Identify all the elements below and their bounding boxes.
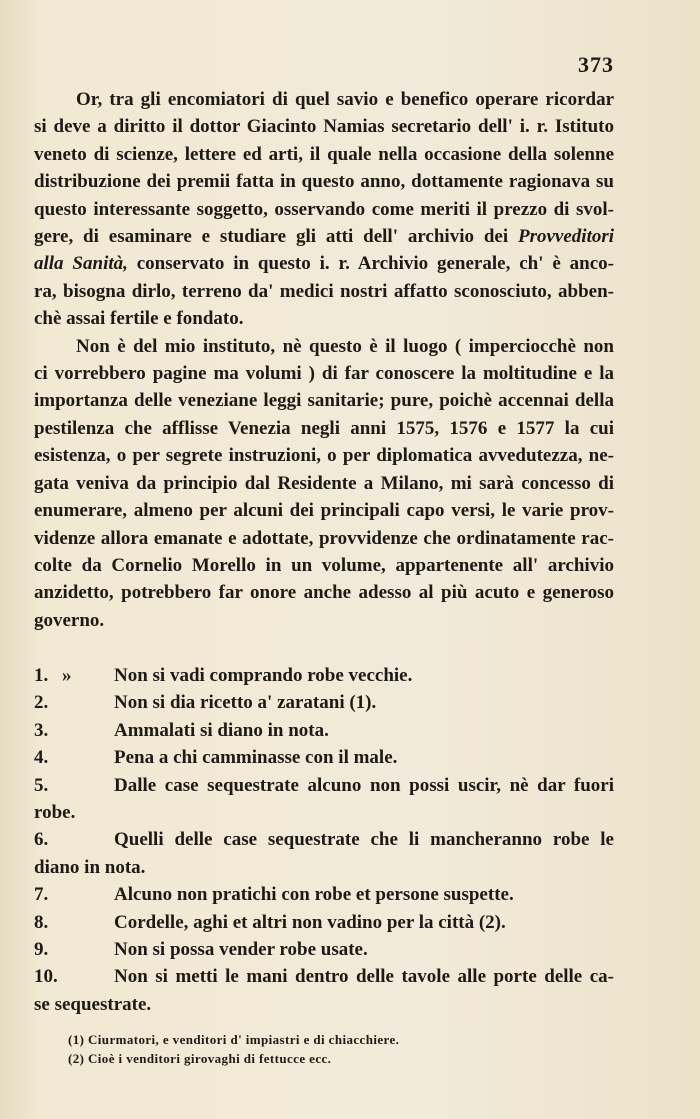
- list-item-continuation: diano in nota.: [34, 856, 146, 878]
- list-item-line: [34, 689, 614, 716]
- list-item: [34, 963, 614, 1018]
- text-line: anzidetto, potrebbero far onore anche adesso al più acuto e generoso: [34, 582, 614, 604]
- footnotes: [68, 1030, 628, 1068]
- list-item-line: [34, 936, 614, 963]
- text-line: colte da Cornelio Morello in un volume, appartenente all' archivio: [34, 554, 614, 576]
- text-line: ci vorrebbero pagine ma volumi ) di far conoscere la moltitudine e la: [34, 363, 614, 385]
- text-line: videnze allora emanate e adottate, provvidenze che ordinatamente rac-: [34, 527, 614, 549]
- list-item-line: [34, 881, 614, 908]
- text-line: si deve a diritto il dottor Giacinto Namias secretario dell' i. r. Istituto: [34, 116, 614, 138]
- ordinance-list: [34, 662, 614, 1018]
- list-items: [34, 662, 614, 1018]
- paragraph-1: [34, 86, 614, 333]
- list-item-number: 1.: [34, 665, 49, 686]
- text-line: esistenza, o per segrete instruzioni, o per diplomatica avvedutezza, ne-: [34, 445, 614, 467]
- text-line: [34, 250, 614, 277]
- list-item-continuation: se sequestrate.: [34, 993, 152, 1015]
- list-item-text: Non si dia ricetto a' zaratani (1).: [114, 692, 377, 714]
- list-item: [34, 744, 614, 771]
- list-item-number: 5.: [34, 774, 49, 796]
- list-item: [34, 936, 614, 963]
- text-line: distribuzione dei premii fatta in questo anno, dottamente ragionava su: [34, 171, 614, 193]
- body-text: [34, 86, 614, 634]
- list-item-number: 6.: [34, 829, 49, 851]
- paragraph-2: [34, 333, 614, 634]
- list-item-text: Cordelle, aghi et altri non vadino per la città (2).: [114, 911, 506, 933]
- list-item-text: Dalle case sequestrate alcuno non possi uscir, nè dar fuori: [114, 774, 614, 796]
- text-fragment: gere, di esaminare e studiare gli atti dell' archivio dei: [34, 226, 509, 248]
- list-item-number: 3.: [34, 719, 49, 741]
- page-number: 373: [578, 52, 614, 77]
- list-item-number: 2.: [34, 692, 49, 714]
- text-line: importanza delle veneziane leggi sanitarie; pure, poichè accennai della: [34, 390, 614, 412]
- list-item-number: 9.: [34, 939, 49, 961]
- list-item-text: Non si possa vender robe usate.: [114, 939, 368, 961]
- italic-term: Provveditori: [517, 226, 615, 248]
- text-line: [34, 223, 614, 250]
- text-line: pestilenza che afflisse Venezia negli anni 1575, 1576 e 1577 la cui: [34, 417, 614, 439]
- list-item: [34, 717, 614, 744]
- list-item: [34, 689, 614, 716]
- list-item-text: Ammalati si diano in nota.: [114, 719, 329, 741]
- quote-mark: »: [62, 665, 72, 686]
- list-item-line: [34, 717, 614, 744]
- list-item-line: [34, 963, 614, 990]
- list-item-line: [34, 744, 614, 771]
- list-item-line: [34, 826, 614, 853]
- italic-term: alla Sanità,: [34, 253, 128, 275]
- text-line: questo interessante soggetto, osservando come meriti il prezzo di svol-: [34, 198, 614, 220]
- list-item-line: [34, 772, 614, 799]
- list-item-text: Non si metti le mani dentro delle tavole alle porte delle ca-: [114, 966, 614, 988]
- list-item-line: [34, 909, 614, 936]
- text-line: veneto di scienze, lettere ed arti, il quale nella occasione della solenne: [34, 143, 614, 165]
- list-item: [34, 826, 614, 881]
- list-item-text: Non si vadi comprando robe vecchie.: [114, 665, 413, 686]
- list-item: [34, 881, 614, 908]
- list-item: [34, 909, 614, 936]
- list-item: [34, 662, 614, 689]
- text-line: enumerare, almeno per alcuni dei principali capo versi, le varie prov-: [34, 500, 614, 522]
- text-line: gata veniva da principio dal Residente a Milano, mi sarà concesso di: [34, 472, 614, 494]
- list-item-text: Pena a chi camminasse con il male.: [114, 747, 398, 769]
- list-item-number: 10.: [34, 966, 58, 988]
- list-item-text: Alcuno non pratichi con robe et persone suspette.: [114, 884, 514, 906]
- list-item-number: 4.: [34, 747, 49, 769]
- text-line: Or, tra gli encomiatori di quel savio e benefico operare ricordar: [76, 89, 614, 110]
- list-item-number: 7.: [34, 884, 49, 906]
- text-line: ra, bisogna dirlo, terreno da' medici nostri affatto sconosciuto, abben-: [34, 280, 614, 302]
- text-line: chè assai fertile e fondato.: [34, 308, 244, 330]
- text-line: Non è del mio instituto, nè questo è il luogo ( imperciocchè non: [76, 335, 614, 357]
- footnote: (1) Ciurmatori, e venditori d' impiastri e di chiacchiere.: [68, 1032, 400, 1047]
- list-item-text: Quelli delle case sequestrate che li mancheranno robe le: [114, 829, 614, 851]
- footnote: (2) Cioè i venditori girovaghi di fettucce ecc.: [68, 1051, 332, 1066]
- text-line: governo.: [34, 609, 105, 631]
- list-item-number: 8.: [34, 911, 49, 933]
- text-fragment: conservato in questo i. r. Archivio generale, ch' è anco-: [127, 253, 614, 275]
- list-item-continuation: robe.: [34, 802, 76, 824]
- list-item-line: [34, 662, 614, 689]
- list-item: [34, 772, 614, 827]
